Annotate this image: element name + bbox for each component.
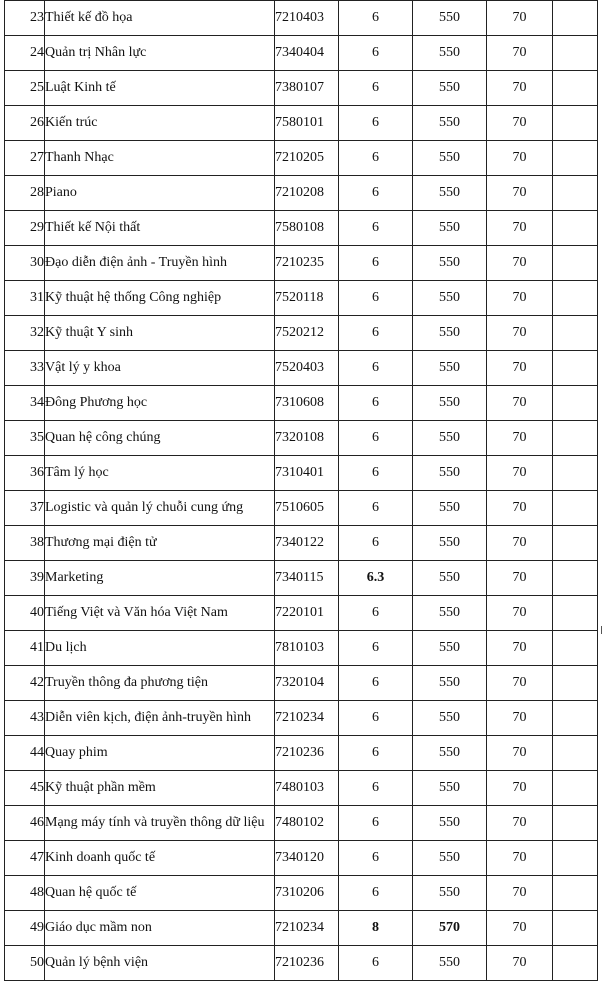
major-name: Thiết kế Nội thất xyxy=(45,211,275,246)
row-number: 29 xyxy=(5,211,45,246)
score-value: 6 xyxy=(339,736,413,771)
major-code: 7320104 xyxy=(275,666,339,701)
points-value: 550 xyxy=(413,386,487,421)
points-value: 550 xyxy=(413,141,487,176)
row-number: 34 xyxy=(5,386,45,421)
points-value: 550 xyxy=(413,876,487,911)
major-code: 7520212 xyxy=(275,316,339,351)
major-name: Quản lý bệnh viện xyxy=(45,946,275,981)
major-name: Quan hệ quốc tế xyxy=(45,876,275,911)
quota-value: 70 xyxy=(487,596,553,631)
major-name: Thanh Nhạc xyxy=(45,141,275,176)
major-name: Kỹ thuật Y sinh xyxy=(45,316,275,351)
row-number: 46 xyxy=(5,806,45,841)
quota-value: 70 xyxy=(487,386,553,421)
points-value: 550 xyxy=(413,666,487,701)
quota-value: 70 xyxy=(487,631,553,666)
score-value: 6 xyxy=(339,1,413,36)
major-code: 7520118 xyxy=(275,281,339,316)
major-code: 7380107 xyxy=(275,71,339,106)
major-code: 7340404 xyxy=(275,36,339,71)
major-code: 7220101 xyxy=(275,596,339,631)
empty-cell xyxy=(553,596,598,631)
major-code: 7340115 xyxy=(275,561,339,596)
score-value: 6.3 xyxy=(339,561,413,596)
score-value: 6 xyxy=(339,36,413,71)
table-row xyxy=(5,561,598,596)
empty-cell xyxy=(553,491,598,526)
major-code: 7310206 xyxy=(275,876,339,911)
row-number: 44 xyxy=(5,736,45,771)
quota-value: 70 xyxy=(487,701,553,736)
major-code: 7210234 xyxy=(275,701,339,736)
major-name: Tâm lý học xyxy=(45,456,275,491)
points-value: 550 xyxy=(413,491,487,526)
quota-value: 70 xyxy=(487,211,553,246)
score-value: 6 xyxy=(339,176,413,211)
row-number: 30 xyxy=(5,246,45,281)
score-value: 8 xyxy=(339,911,413,946)
table-row xyxy=(5,211,598,246)
empty-cell xyxy=(553,701,598,736)
points-value: 550 xyxy=(413,701,487,736)
score-value: 6 xyxy=(339,771,413,806)
points-value: 550 xyxy=(413,351,487,386)
quota-value: 70 xyxy=(487,1,553,36)
table-body xyxy=(5,1,598,981)
major-code: 7320108 xyxy=(275,421,339,456)
row-number: 26 xyxy=(5,106,45,141)
empty-cell xyxy=(553,666,598,701)
major-code: 7210403 xyxy=(275,1,339,36)
score-value: 6 xyxy=(339,806,413,841)
table-row xyxy=(5,281,598,316)
major-name: Giáo dục mầm non xyxy=(45,911,275,946)
major-name: Diễn viên kịch, điện ảnh-truyền hình xyxy=(45,701,275,736)
quota-value: 70 xyxy=(487,246,553,281)
empty-cell xyxy=(553,351,598,386)
major-code: 7210234 xyxy=(275,911,339,946)
row-number: 24 xyxy=(5,36,45,71)
points-value: 550 xyxy=(413,736,487,771)
score-value: 6 xyxy=(339,491,413,526)
major-code: 7580101 xyxy=(275,106,339,141)
empty-cell xyxy=(553,211,598,246)
quota-value: 70 xyxy=(487,736,553,771)
row-number: 33 xyxy=(5,351,45,386)
table-row xyxy=(5,701,598,736)
major-name: Đạo diễn điện ảnh - Truyền hình xyxy=(45,246,275,281)
quota-value: 70 xyxy=(487,351,553,386)
row-number: 32 xyxy=(5,316,45,351)
score-value: 6 xyxy=(339,141,413,176)
table-row xyxy=(5,141,598,176)
empty-cell xyxy=(553,71,598,106)
points-value: 570 xyxy=(413,911,487,946)
major-name: Mạng máy tính và truyền thông dữ liệu xyxy=(45,806,275,841)
table-row xyxy=(5,841,598,876)
score-value: 6 xyxy=(339,876,413,911)
row-number: 31 xyxy=(5,281,45,316)
major-code: 7310401 xyxy=(275,456,339,491)
major-name: Đông Phương học xyxy=(45,386,275,421)
points-value: 550 xyxy=(413,281,487,316)
quota-value: 70 xyxy=(487,106,553,141)
points-value: 550 xyxy=(413,561,487,596)
score-value: 6 xyxy=(339,386,413,421)
row-number: 43 xyxy=(5,701,45,736)
row-number: 23 xyxy=(5,1,45,36)
score-value: 6 xyxy=(339,946,413,981)
quota-value: 70 xyxy=(487,141,553,176)
major-name: Marketing xyxy=(45,561,275,596)
points-value: 550 xyxy=(413,176,487,211)
major-code: 7210236 xyxy=(275,736,339,771)
empty-cell xyxy=(553,386,598,421)
empty-cell xyxy=(553,771,598,806)
table-row xyxy=(5,71,598,106)
row-number: 36 xyxy=(5,456,45,491)
major-name: Tiếng Việt và Văn hóa Việt Nam xyxy=(45,596,275,631)
points-value: 550 xyxy=(413,36,487,71)
quota-value: 70 xyxy=(487,876,553,911)
table-row xyxy=(5,106,598,141)
quota-value: 70 xyxy=(487,526,553,561)
empty-cell xyxy=(553,456,598,491)
empty-cell xyxy=(553,176,598,211)
row-number: 41 xyxy=(5,631,45,666)
score-value: 6 xyxy=(339,316,413,351)
empty-cell xyxy=(553,246,598,281)
table-row xyxy=(5,806,598,841)
table-row xyxy=(5,36,598,71)
table-row xyxy=(5,351,598,386)
points-value: 550 xyxy=(413,211,487,246)
table-row xyxy=(5,491,598,526)
major-name: Logistic và quản lý chuỗi cung ứng xyxy=(45,491,275,526)
score-value: 6 xyxy=(339,841,413,876)
table-row xyxy=(5,666,598,701)
table-row xyxy=(5,316,598,351)
row-number: 42 xyxy=(5,666,45,701)
points-value: 550 xyxy=(413,316,487,351)
major-name: Piano xyxy=(45,176,275,211)
major-name: Quan hệ công chúng xyxy=(45,421,275,456)
row-number: 40 xyxy=(5,596,45,631)
empty-cell xyxy=(553,526,598,561)
quota-value: 70 xyxy=(487,911,553,946)
major-name: Kiến trúc xyxy=(45,106,275,141)
table-row xyxy=(5,246,598,281)
major-code: 7210208 xyxy=(275,176,339,211)
quota-value: 70 xyxy=(487,771,553,806)
major-name: Kỹ thuật hệ thống Công nghiệp xyxy=(45,281,275,316)
quota-value: 70 xyxy=(487,176,553,211)
table-row xyxy=(5,631,598,666)
major-code: 7310608 xyxy=(275,386,339,421)
major-name: Kỹ thuật phần mềm xyxy=(45,771,275,806)
major-code: 7580108 xyxy=(275,211,339,246)
row-number: 37 xyxy=(5,491,45,526)
score-value: 6 xyxy=(339,631,413,666)
score-value: 6 xyxy=(339,211,413,246)
points-value: 550 xyxy=(413,1,487,36)
score-value: 6 xyxy=(339,421,413,456)
score-value: 6 xyxy=(339,351,413,386)
major-code: 7480103 xyxy=(275,771,339,806)
quota-value: 70 xyxy=(487,36,553,71)
table-row xyxy=(5,1,598,36)
points-value: 550 xyxy=(413,106,487,141)
major-code: 7480102 xyxy=(275,806,339,841)
score-value: 6 xyxy=(339,701,413,736)
major-name: Kinh doanh quốc tế xyxy=(45,841,275,876)
points-value: 550 xyxy=(413,841,487,876)
empty-cell xyxy=(553,281,598,316)
major-code: 7210236 xyxy=(275,946,339,981)
table-row xyxy=(5,946,598,981)
quota-value: 70 xyxy=(487,281,553,316)
major-code: 7520403 xyxy=(275,351,339,386)
major-name: Du lịch xyxy=(45,631,275,666)
row-number: 49 xyxy=(5,911,45,946)
empty-cell xyxy=(553,106,598,141)
points-value: 550 xyxy=(413,71,487,106)
points-value: 550 xyxy=(413,596,487,631)
empty-cell xyxy=(553,946,598,981)
points-value: 550 xyxy=(413,456,487,491)
table-row xyxy=(5,386,598,421)
score-value: 6 xyxy=(339,596,413,631)
major-code: 7210235 xyxy=(275,246,339,281)
empty-cell xyxy=(553,1,598,36)
row-number: 38 xyxy=(5,526,45,561)
major-name: Luật Kinh tế xyxy=(45,71,275,106)
major-code: 7210205 xyxy=(275,141,339,176)
table-row xyxy=(5,771,598,806)
quota-value: 70 xyxy=(487,946,553,981)
quota-value: 70 xyxy=(487,806,553,841)
table-row xyxy=(5,526,598,561)
table-row xyxy=(5,911,598,946)
row-number: 35 xyxy=(5,421,45,456)
empty-cell xyxy=(553,561,598,596)
table-row xyxy=(5,176,598,211)
score-value: 6 xyxy=(339,71,413,106)
table-row xyxy=(5,736,598,771)
empty-cell xyxy=(553,316,598,351)
empty-cell xyxy=(553,876,598,911)
row-number: 50 xyxy=(5,946,45,981)
score-value: 6 xyxy=(339,246,413,281)
empty-cell xyxy=(553,631,598,666)
score-value: 6 xyxy=(339,526,413,561)
major-name: Truyền thông đa phương tiện xyxy=(45,666,275,701)
row-number: 48 xyxy=(5,876,45,911)
row-number: 47 xyxy=(5,841,45,876)
quota-value: 70 xyxy=(487,421,553,456)
points-value: 550 xyxy=(413,526,487,561)
points-value: 550 xyxy=(413,946,487,981)
table-row xyxy=(5,421,598,456)
points-value: 550 xyxy=(413,421,487,456)
points-value: 550 xyxy=(413,806,487,841)
quota-value: 70 xyxy=(487,456,553,491)
major-name: Thiết kế đồ họa xyxy=(45,1,275,36)
score-value: 6 xyxy=(339,281,413,316)
empty-cell xyxy=(553,841,598,876)
empty-cell xyxy=(553,806,598,841)
score-value: 6 xyxy=(339,106,413,141)
row-number: 39 xyxy=(5,561,45,596)
points-value: 550 xyxy=(413,771,487,806)
major-code: 7510605 xyxy=(275,491,339,526)
major-name: Thương mại điện tử xyxy=(45,526,275,561)
table-row xyxy=(5,596,598,631)
row-number: 45 xyxy=(5,771,45,806)
major-code: 7340120 xyxy=(275,841,339,876)
empty-cell xyxy=(553,36,598,71)
empty-cell xyxy=(553,736,598,771)
quota-value: 70 xyxy=(487,71,553,106)
empty-cell xyxy=(553,911,598,946)
score-value: 6 xyxy=(339,456,413,491)
points-value: 550 xyxy=(413,631,487,666)
row-number: 25 xyxy=(5,71,45,106)
quota-value: 70 xyxy=(487,841,553,876)
quota-value: 70 xyxy=(487,666,553,701)
major-code: 7810103 xyxy=(275,631,339,666)
quota-value: 70 xyxy=(487,316,553,351)
major-code: 7340122 xyxy=(275,526,339,561)
score-value: 6 xyxy=(339,666,413,701)
major-name: Vật lý y khoa xyxy=(45,351,275,386)
quota-value: 70 xyxy=(487,491,553,526)
majors-table xyxy=(4,0,598,981)
document-page xyxy=(4,0,597,981)
major-name: Quản trị Nhân lực xyxy=(45,36,275,71)
row-number: 27 xyxy=(5,141,45,176)
empty-cell xyxy=(553,141,598,176)
table-row xyxy=(5,876,598,911)
row-number: 28 xyxy=(5,176,45,211)
major-name: Quay phim xyxy=(45,736,275,771)
empty-cell xyxy=(553,421,598,456)
points-value: 550 xyxy=(413,246,487,281)
quota-value: 70 xyxy=(487,561,553,596)
table-row xyxy=(5,456,598,491)
